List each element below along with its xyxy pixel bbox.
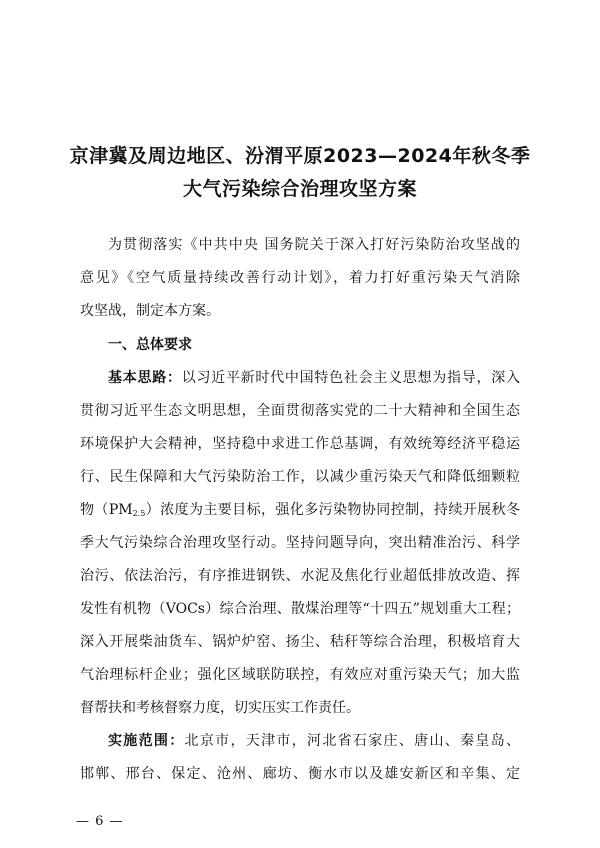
basic-approach-line: 贯彻习近平生态文明思想，全面贯彻落实党的二十大精神和全国生态	[80, 403, 520, 419]
scope-line: 邯郸、邢台、保定、沧州、廊坊、衡水市以及雄安新区和辛集、定	[80, 766, 520, 782]
basic-approach-lead: 基本思路：	[108, 370, 182, 386]
document-title-line-1: 京津冀及周边地区、汾渭平原2023—2024年秋冬季	[69, 145, 531, 167]
intro-paragraph-line: 攻坚战，制定本方案。	[80, 303, 220, 319]
intro-paragraph-line: 意见》《空气质量持续改善行动计划》，着力打好重污染天气消除	[80, 270, 520, 286]
scope-lead: 实施范围：	[108, 733, 185, 749]
scope-text: 北京市，天津市，河北省石家庄、唐山、秦皇岛、	[184, 733, 521, 749]
basic-approach-line: 治污、依法治污，有序推进钢铁、水泥及焦化行业超低排放改造、挥	[80, 568, 520, 584]
document-title-line-2: 大气污染综合治理攻坚方案	[182, 178, 417, 200]
basic-approach-line: 环境保护大会精神，坚持稳中求进工作总基调，有效统筹经济平稳运	[80, 436, 520, 452]
basic-approach-line: 行、民生保障和大气污染防治工作，以减少重污染天气和降低细颗粒	[80, 469, 520, 485]
basic-approach-line-pm	[80, 502, 520, 518]
basic-approach-text: 以习近平新时代中国特色社会主义思想为指导，深入	[181, 370, 521, 386]
basic-approach-line: 发性有机物（VOCs）综合治理、散煤治理等“十四五”规划重大工程；	[80, 601, 520, 617]
basic-approach-line: 深入开展柴油货车、锅炉炉窑、扬尘、秸秆等综合治理，积极培育大	[80, 634, 520, 650]
pm-suffix: ）浓度为主要目标，强化多污染物协同控制，持续开展秋冬	[145, 502, 520, 518]
basic-approach-line: 督帮扶和考核督察力度，切实压实工作责任。	[80, 700, 360, 716]
scope-line-1	[108, 733, 520, 749]
page-number: — 6 —	[76, 814, 124, 829]
basic-approach-line: 季大气污染综合治理攻坚行动。坚持问题导向，突出精准治污、科学	[80, 535, 520, 551]
intro-paragraph-line: 为贯彻落实《中共中央 国务院关于深入打好污染防治攻坚战的	[108, 237, 520, 253]
section-heading: 一、总体要求	[108, 337, 192, 353]
pm-prefix: 物（PM	[80, 502, 133, 518]
basic-approach-line: 气治理标杆企业；强化区域联防联控，有效应对重污染天气；加大监	[80, 667, 520, 683]
pm-subscript: 2.5	[132, 509, 146, 518]
basic-approach-line-1	[108, 370, 520, 386]
